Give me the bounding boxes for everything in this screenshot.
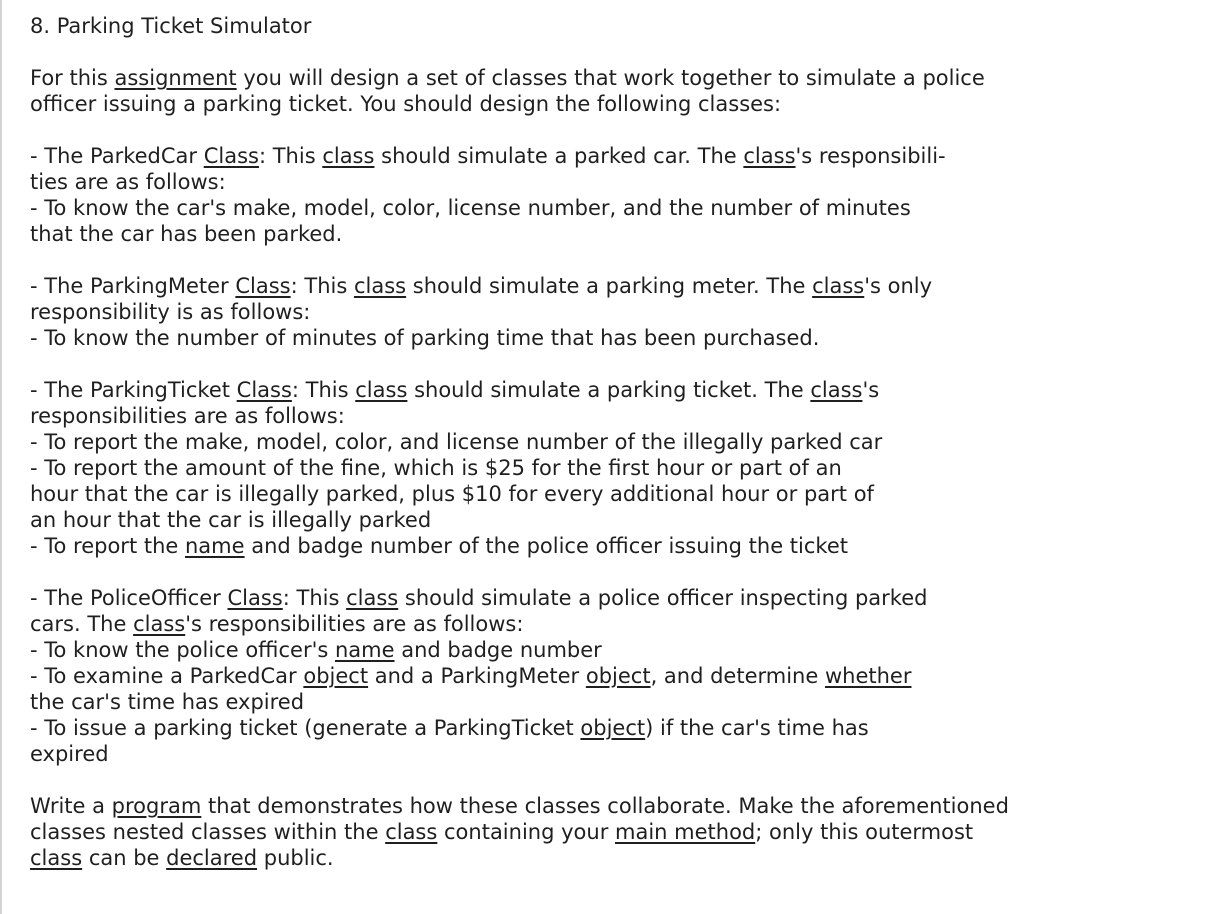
text-segment: - To examine a ParkedCar [30,664,304,688]
text-segment: ) if the car's time has [645,716,869,740]
text-line [30,91,1210,117]
text-segment: - The ParkingMeter [30,274,236,298]
glossary-link[interactable]: class [810,378,863,402]
text-line [30,325,1210,351]
text-line [30,845,1210,871]
paragraph [30,65,1210,117]
text-segment: : This [290,274,354,298]
paragraph [30,585,1210,767]
text-segment: that the car has been parked. [30,222,343,246]
text-segment: 's [862,378,880,402]
text-line [30,455,1210,481]
text-line [30,65,1210,91]
paragraph-gap [30,559,1210,585]
glossary-link[interactable]: object [585,664,651,688]
text-segment: - To report the make, model, color, and license number of the illegally parked car [30,430,883,454]
text-line [30,637,1210,663]
text-line [30,507,1210,533]
text-segment: hour that the car is illegally parked, plus $10 for every additional hour or part of [30,482,874,506]
glossary-link[interactable]: object [303,664,369,688]
text-line [30,299,1210,325]
glossary-link[interactable]: declared [166,846,258,870]
text-segment: officer issuing a parking ticket. You should design the following classes: [30,92,782,116]
text-line [30,143,1210,169]
text-segment: - The ParkingTicket [30,378,237,402]
text-segment: can be [82,846,167,870]
text-segment: For this [30,66,115,90]
text-segment: , and determine [650,664,825,688]
text-segment: - To issue a parking ticket (generate a ParkingTicket [30,716,581,740]
paragraph-gap [30,351,1210,377]
text-line [30,195,1210,221]
text-segment: - To report the amount of the fine, which is $25 for the first hour or part of an [30,456,842,480]
text-line [30,377,1210,403]
text-line [30,793,1210,819]
glossary-link[interactable]: class [355,378,408,402]
glossary-link[interactable]: class [133,612,186,636]
text-segment: should simulate a parked car. The [374,144,744,168]
text-line [30,169,1210,195]
text-segment: 's responsibili- [795,144,946,168]
glossary-link[interactable]: Class [236,378,292,402]
text-line [30,585,1210,611]
text-line [30,481,1210,507]
text-segment: - To report the [30,534,185,558]
text-segment: should simulate a parking ticket. The [407,378,811,402]
paragraph [30,143,1210,247]
glossary-link[interactable]: class [353,274,407,298]
text-segment: the car's time has expired [30,690,305,714]
glossary-link[interactable]: class [812,274,865,298]
glossary-link[interactable]: Class [235,274,291,298]
text-segment: and badge number [394,638,602,662]
text-segment: - To know the number of minutes of parking time that has been purchased. [30,326,820,350]
glossary-link[interactable]: class [346,586,399,610]
glossary-link[interactable]: class [322,144,375,168]
text-line [30,611,1210,637]
glossary-link[interactable]: whether [824,664,912,688]
text-segment: classes nested classes within the [30,820,386,844]
text-line [30,819,1210,845]
text-segment: should simulate a parking meter. The [406,274,813,298]
text-line [30,533,1210,559]
glossary-link[interactable]: class [385,820,438,844]
glossary-link[interactable]: program [111,794,202,818]
glossary-link[interactable]: Class [227,586,283,610]
text-segment: - The PoliceOfficer [30,586,228,610]
text-segment: 's responsibilities are as follows: [185,612,524,636]
text-line [30,689,1210,715]
text-segment: containing your [437,820,615,844]
text-segment: an hour that the car is illegally parked [30,508,432,532]
glossary-link[interactable]: assignment [114,66,237,90]
text-segment: ; only this outermost [755,820,974,844]
text-segment: - The ParkedCar [30,144,204,168]
text-segment: expired [30,742,109,766]
paragraph [30,273,1210,351]
title-block [30,13,1210,39]
glossary-link[interactable]: object [580,716,646,740]
paragraph [30,377,1210,559]
text-segment: 8. Parking Ticket Simulator [30,14,312,38]
glossary-link[interactable]: class [30,846,83,870]
text-segment: cars. The [30,612,134,636]
paragraph-gap [30,117,1210,143]
text-segment: responsibility is as follows: [30,300,311,324]
text-segment: and a ParkingMeter [368,664,586,688]
assignment-text [30,13,1210,871]
text-segment: : This [258,144,323,168]
text-segment: 's only [864,274,933,298]
text-line [30,273,1210,299]
text-segment: that demonstrates how these classes collaborate. Make the aforementioned [201,794,1009,818]
text-segment: public. [257,846,334,870]
text-segment: and badge number of the police officer issuing the ticket [244,534,848,558]
text-segment: should simulate a police officer inspecting parked [398,586,928,610]
text-line [30,663,1210,689]
paragraph-gap [30,39,1210,65]
text-line [30,403,1210,429]
paragraph-gap [30,247,1210,273]
text-segment: - To know the police officer's [30,638,335,662]
text-segment: : This [291,378,356,402]
text-segment: ties are as follows: [30,170,226,194]
paragraph [30,793,1210,871]
glossary-link[interactable]: name [334,638,395,662]
glossary-link[interactable]: name [185,534,245,558]
glossary-link[interactable]: class [743,144,796,168]
paragraph-gap [30,767,1210,793]
glossary-link[interactable]: main method [615,820,756,844]
page-title [30,13,1210,39]
text-segment: responsibilities are as follows: [30,404,345,428]
text-line [30,741,1210,767]
text-segment: - To know the car's make, model, color, license number, and the number of minutes [30,196,911,220]
text-segment: Write a [30,794,112,818]
text-line [30,429,1210,455]
text-line [30,221,1210,247]
glossary-link[interactable]: Class [203,144,259,168]
text-segment: you will design a set of classes that work together to simulate a police [236,66,985,90]
text-segment: : This [282,586,347,610]
text-line [30,715,1210,741]
